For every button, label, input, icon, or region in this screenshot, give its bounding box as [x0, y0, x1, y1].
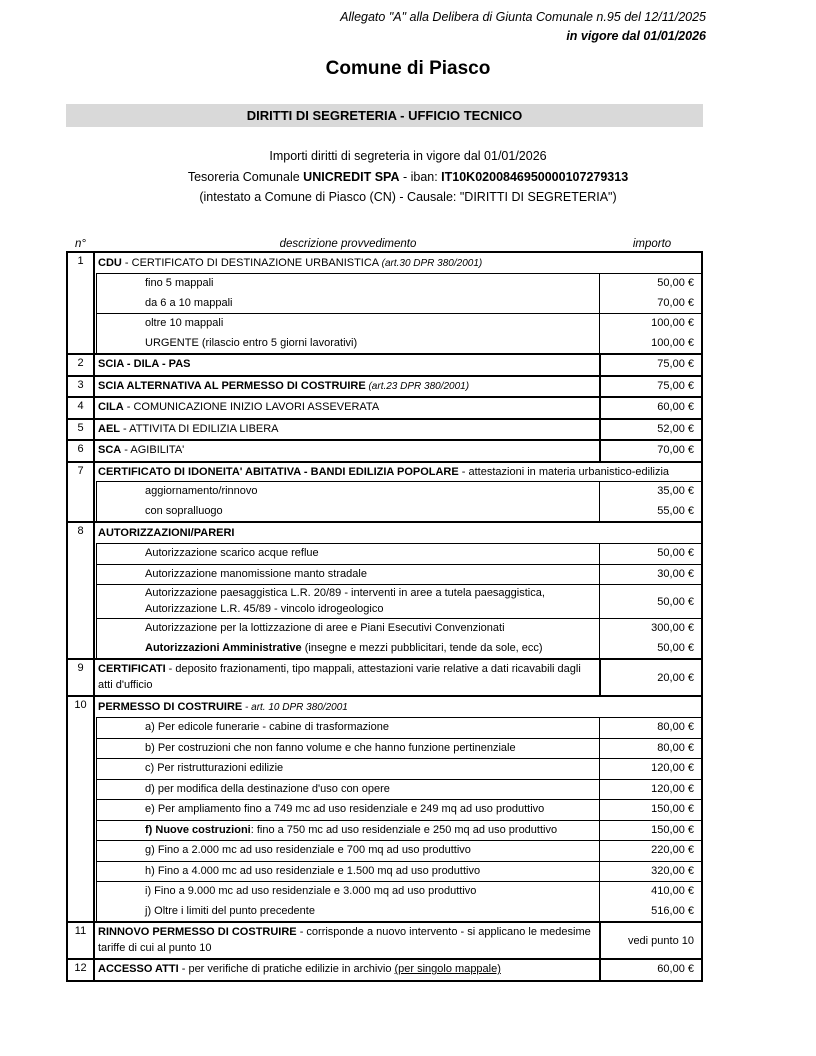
- fee-amount: 320,00 €: [651, 864, 694, 877]
- fee-label: Autorizzazioni Amministrative (insegne e mezzi pubblicitari, tende da sole, ecc): [145, 641, 543, 654]
- fee-label: AEL - ATTIVITA DI EDILIZIA LIBERA: [98, 422, 279, 435]
- fee-label: aggiornamento/rinnovo: [145, 485, 258, 497]
- fee-label: CERTIFICATI - deposito frazionamenti, tipo mappali, attestazioni varie relative a dati ricavabili dagli atti d'ufficio: [98, 663, 581, 691]
- table-row-5: [68, 418, 701, 440]
- table-row-4: [68, 396, 701, 418]
- sub-items-box: [96, 717, 701, 738]
- fee-label: ACCESSO ATTI - per verifiche di pratiche edilizie in archivio (per singolo mappale): [98, 963, 501, 975]
- col-header-desc: descrizione provvedimento: [279, 238, 417, 250]
- table-column-headers: [66, 232, 703, 250]
- fee-label: i) Fino a 9.000 mc ad uso residenziale e 3.000 mq ad uso produttivo: [145, 885, 477, 897]
- intro-line-2: Tesoreria Comunale UNICREDIT SPA - iban: IT10K0200846950000107279313: [187, 169, 629, 184]
- fee-label: Autorizzazione manomissione manto stradale: [145, 567, 367, 580]
- sub-items-box: [96, 543, 701, 564]
- row-content: [95, 253, 701, 353]
- table-row-11: [68, 921, 701, 958]
- fee-label: h) Fino a 4.000 mc ad uso residenziale e 1.500 mq ad uso produttivo: [145, 864, 481, 877]
- fee-amount: 60,00 €: [599, 960, 701, 980]
- top-right-note: [340, 8, 706, 46]
- fee-label: oltre 10 mappali: [145, 317, 224, 329]
- fee-amount: vedi punto 10: [599, 923, 701, 958]
- sub-items-box: [96, 584, 701, 618]
- table-row-8: [68, 521, 701, 658]
- row-number: 9: [68, 660, 95, 695]
- fee-amount: 220,00 €: [651, 844, 694, 856]
- sub-items-box: [96, 861, 701, 882]
- col-header-num: n°: [75, 238, 86, 250]
- intro-line-3: (intestato a Comune di Piasco (CN) - Causale: "DIRITTI DI SEGRETERIA"): [199, 190, 617, 204]
- fee-amount: 60,00 €: [599, 398, 701, 418]
- sub-items-box: [96, 273, 701, 313]
- row-number: 3: [68, 377, 95, 397]
- fee-amount: 20,00 €: [599, 660, 701, 695]
- row-number: 1: [68, 253, 95, 353]
- table-row-9: [68, 658, 701, 695]
- fee-amount: 80,00 €: [657, 721, 694, 733]
- fee-label: SCA - AGIBILITA': [98, 444, 185, 456]
- fee-amount: 50,00 €: [657, 547, 694, 559]
- fee-label: URGENTE (rilascio entro 5 giorni lavorativi): [145, 336, 358, 349]
- col-header-importo: importo: [632, 238, 672, 250]
- fee-amount: 150,00 €: [651, 803, 694, 815]
- fee-amount: 35,00 €: [657, 485, 694, 497]
- row-number: 5: [68, 420, 95, 440]
- fee-amount: 120,00 €: [651, 762, 694, 774]
- row-number: 8: [68, 523, 95, 658]
- fee-amount: 80,00 €: [657, 741, 694, 754]
- table-row-10: [68, 695, 701, 921]
- fee-amount: 100,00 €: [651, 336, 694, 349]
- fee-amount: 70,00 €: [599, 441, 701, 461]
- fee-label: d) per modifica della destinazione d'uso con opere: [145, 782, 390, 795]
- sub-items-box: [96, 840, 701, 861]
- fee-label: SCIA - DILA - PAS: [98, 358, 191, 370]
- sub-items-box: [96, 738, 701, 759]
- row-heading: PERMESSO DI COSTRUIRE - art. 10 DPR 380/2001: [98, 701, 348, 713]
- sub-items-box: [96, 313, 701, 353]
- fee-label: Autorizzazione per la lottizzazione di aree e Piani Esecutivi Convenzionati: [145, 622, 505, 634]
- fee-amount: 50,00 €: [657, 277, 694, 289]
- fee-label: a) Per edicole funerarie - cabine di trasformazione: [145, 721, 389, 733]
- row-number: 10: [68, 697, 95, 921]
- table-row-7: [68, 461, 701, 522]
- row-number: 7: [68, 463, 95, 522]
- table-row-12: [68, 958, 701, 980]
- fee-amount: 55,00 €: [657, 504, 694, 517]
- fee-amount: 50,00 €: [599, 585, 701, 618]
- row-number: 6: [68, 441, 95, 461]
- allegato-line: Allegato "A" alla Delibera di Giunta Comunale n.95 del 12/11/2025: [340, 10, 706, 24]
- fee-label: e) Per ampliamento fino a 749 mc ad uso residenziale e 249 mq ad uso produttivo: [145, 803, 545, 815]
- sub-items-box: [96, 564, 701, 585]
- row-heading: AUTORIZZAZIONI/PARERI: [98, 527, 235, 539]
- fee-amount: 75,00 €: [599, 377, 701, 397]
- fee-label: fino 5 mappali: [145, 277, 214, 289]
- intro-line-1: Importi diritti di segreteria in vigore dal 01/01/2026: [269, 149, 547, 163]
- sub-items-box: [96, 799, 701, 820]
- fee-amount: 100,00 €: [651, 317, 694, 329]
- sub-items-box: [96, 820, 701, 841]
- fee-label: Autorizzazione paesaggistica L.R. 20/89 - interventi in aree a tutela paesaggistica,: [145, 587, 545, 599]
- fee-label: Autorizzazione scarico acque reflue: [145, 547, 319, 559]
- table-row-1: [68, 253, 701, 353]
- fee-label: RINNOVO PERMESSO DI COSTRUIRE - corrisponde a nuovo intervento - si applicano le medesime tariffe di cui al punto 10: [98, 926, 591, 954]
- sub-items-box: [96, 758, 701, 779]
- fee-label: c) Per ristrutturazioni edilizie: [145, 762, 284, 774]
- sub-items-box: [96, 779, 701, 800]
- table-row-6: [68, 439, 701, 461]
- row-number: 2: [68, 355, 95, 375]
- fee-label: Autorizzazione L.R. 45/89 - vincolo idrogeologico: [145, 602, 384, 615]
- fee-label: con sopralluogo: [145, 504, 223, 517]
- fee-label: b) Per costruzioni che non fanno volume e che hanno funzione pertinenziale: [145, 741, 516, 754]
- fee-amount: 70,00 €: [657, 296, 694, 309]
- table-row-2: [68, 353, 701, 375]
- fee-amount: 150,00 €: [651, 823, 694, 836]
- page-title: Comune di Piasco: [325, 58, 491, 79]
- table-row-3: [68, 375, 701, 397]
- fee-amount: 516,00 €: [651, 904, 694, 917]
- fee-amount: 50,00 €: [657, 641, 694, 654]
- row-heading: CERTIFICATO DI IDONEITA' ABITATIVA - BANDI EDILIZIA POPOLARE - attestazioni in materia urbanistico-edilizia: [98, 465, 670, 478]
- fee-amount: 120,00 €: [651, 782, 694, 795]
- section-banner: DIRITTI DI SEGRETERIA - UFFICIO TECNICO: [66, 104, 703, 127]
- sub-items-box: [96, 481, 701, 521]
- sub-items-box: [96, 618, 701, 658]
- iban-value: IT10K0200846950000107279313: [441, 169, 629, 184]
- sub-items-box: [96, 881, 701, 921]
- fee-amount: 30,00 €: [657, 567, 694, 580]
- fee-amount: 52,00 €: [599, 420, 701, 440]
- fee-amount: 410,00 €: [651, 885, 694, 897]
- intro-block: [0, 146, 816, 208]
- fee-label: g) Fino a 2.000 mc ad uso residenziale e 700 mq ad uso produttivo: [145, 844, 471, 856]
- fee-label: f) Nuove costruzioni: fino a 750 mc ad uso residenziale e 250 mq ad uso produttivo: [145, 823, 558, 836]
- row-heading: CDU - CERTIFICATO DI DESTINAZIONE URBANISTICA (art.30 DPR 380/2001): [98, 257, 483, 269]
- fee-label: SCIA ALTERNATIVA AL PERMESSO DI COSTRUIRE (art.23 DPR 380/2001): [98, 379, 470, 392]
- fee-label: CILA - COMUNICAZIONE INIZIO LAVORI ASSEVERATA: [98, 401, 380, 413]
- bank-name: UNICREDIT SPA: [303, 169, 400, 184]
- fee-label: j) Oltre i limiti del punto precedente: [145, 904, 315, 917]
- row-number: 11: [68, 923, 95, 958]
- row-number: 12: [68, 960, 95, 980]
- vigore-line: in vigore dal 01/01/2026: [566, 29, 706, 43]
- row-number: 4: [68, 398, 95, 418]
- fees-table: [66, 251, 703, 982]
- fee-label: da 6 a 10 mappali: [145, 296, 233, 309]
- fee-amount: 300,00 €: [651, 622, 694, 634]
- fee-amount: 75,00 €: [599, 355, 701, 375]
